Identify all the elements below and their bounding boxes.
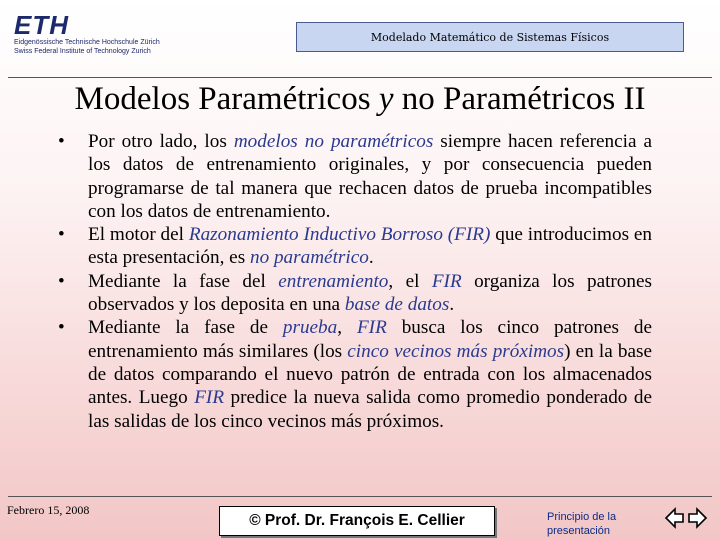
slide-title-part-2: no Paramétricos II	[393, 81, 646, 117]
eth-logo-mark: ETH	[14, 10, 69, 40]
bullet-item	[58, 270, 652, 317]
bullet-text: predice la nueva salida como promedio ponderado de las salidas de los cinco vecinos más próximos.	[88, 387, 652, 432]
bullet-text: El motor del	[88, 224, 189, 246]
eth-logo-line-1: Eidgenössische Technische Hochschule Zürich	[14, 39, 160, 46]
highlighted-term: FIR	[431, 270, 462, 292]
highlighted-term: modelos no paramétricos	[233, 131, 434, 152]
highlighted-term: entrenamiento	[278, 270, 389, 292]
course-title-box	[296, 22, 684, 52]
eth-logo	[14, 12, 214, 56]
bullet-text: organiza los patrones observados y los deposita en una	[88, 270, 652, 316]
highlighted-term: cinco vecinos más próximos	[347, 340, 565, 362]
footer-date: Febrero 15, 2008	[7, 503, 90, 517]
slide-title-conjunction: y	[378, 81, 394, 117]
bullet-text: Mediante la fase del	[88, 270, 279, 292]
bullet-item	[58, 130, 652, 223]
bullet-text: , el	[388, 270, 432, 292]
eth-logo-line-2: Swiss Federal Institute of Technology Zurich	[14, 48, 151, 55]
bullet-text: siempre hacen referencia a los datos de entrenamiento originales, y por consecuencia pueden programarse de tal manera que rechacen datos de prueba incompatibles con los datos de entrenamiento.	[88, 131, 652, 222]
highlighted-term: FIR	[194, 387, 225, 409]
bullet-text: Por otro lado, los	[88, 131, 234, 152]
author-credit-text: © Prof. Dr. François E. Cellier	[249, 512, 465, 529]
bullet-list	[58, 130, 652, 433]
course-title: Modelado Matemático de Sistemas Físicos	[370, 30, 610, 44]
bullet-text: .	[368, 247, 374, 269]
highlighted-term: FIR	[356, 317, 387, 339]
bullet-text: ,	[337, 317, 357, 339]
bullet-text: Mediante la fase de	[88, 317, 283, 339]
bullet-item	[58, 316, 652, 432]
start-of-presentation-link[interactable]: Principio de la presentación	[547, 511, 617, 537]
highlighted-term: base de datos	[344, 294, 450, 316]
bullet-text: ) en la base de datos comparando el nuevo patrón de entrada con los almacenados antes. Luego	[88, 340, 652, 409]
back-forward-arrows-icon[interactable]	[664, 506, 708, 530]
bullet-text: busca los cinco patrones de entrenamiento más similares (los	[88, 317, 653, 362]
slide-title-part-1: Modelos Paramétricos	[74, 81, 379, 117]
highlighted-term: prueba	[282, 317, 338, 339]
highlighted-term: no paramétrico	[249, 247, 369, 269]
bullet-text: que introducimos en esta presentación, es	[88, 224, 652, 269]
highlighted-term: Razonamiento Inductivo Borroso (FIR)	[188, 224, 491, 246]
slide-title	[0, 78, 720, 120]
bullet-item	[58, 223, 652, 270]
bullet-text: .	[449, 294, 455, 316]
bottom-divider	[8, 496, 712, 497]
author-credit	[219, 506, 495, 536]
